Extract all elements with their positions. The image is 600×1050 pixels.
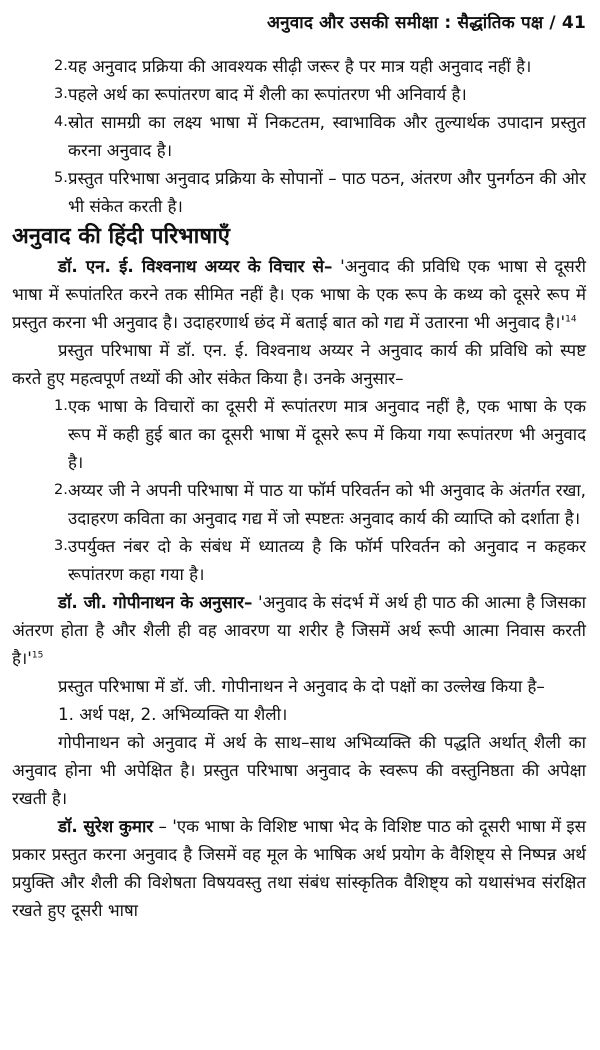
footnote-ref: 15	[31, 650, 44, 661]
enumeration-line: 1. अर्थ पक्ष, 2. अभिव्यक्ति या शैली।	[58, 704, 288, 724]
definition-quote: – 'एक भाषा के विशिष्ट भाषा भेद के विशिष्ट पाठ को दूसरी भाषा में इस प्रकार प्रस्तुत करना अनुवाद है जिसमें वह मूल के भाषिक अर्थ प्रयोग के वैशिष्ट्य से निष्पन्न अर्थ प्रयुक्ति और शैली की विशेषता विषयवस्तु तथा संबंध सांस्कृतिक वैशिष्ट्य को यथासंभव संरक्षित रखते हुए दूसरी भाषा	[12, 816, 587, 920]
list-number: 5.	[54, 170, 68, 186]
list-text: अय्यर जी ने अपनी परिभाषा में पाठ या फॉर्म परिवर्तन को भी अनुवाद के अंतर्गत रखा, उदाहरण कविता का अनुवाद गद्य में जो स्पष्टतः अनुवाद कार्य की व्याप्ति को दर्शाता है।	[68, 480, 586, 528]
list-item	[12, 392, 586, 476]
definition-quote: 'अनुवाद के संदर्भ में अर्थ ही पाठ की आत्मा है जिसका अंतरण होता है और शैली ही वह आवरण या शरीर है जिसमें अर्थ रूपी आत्मा निवास करती है।'	[12, 592, 586, 668]
list-number: 4.	[54, 114, 68, 130]
list-number: 1.	[54, 398, 68, 414]
definition-paragraph	[12, 812, 586, 924]
body-paragraph: गोपीनाथन को अनुवाद में अर्थ के साथ–साथ अभिव्यक्ति की पद्धति अर्थात् शैली का अनुवाद होना भी अपेक्षित है। प्रस्तुत परिभाषा अनुवाद के स्वरूप की वस्तुनिष्ठता की अपेक्षा रखती है।	[12, 732, 586, 808]
list-text: उपर्युक्त नंबर दो के संबंध में ध्यातव्य है कि फॉर्म परिवर्तन को अनुवाद न कहकर रूपांतरण कहा गया है।	[68, 536, 586, 584]
list-number: 3.	[54, 86, 68, 102]
list-item	[12, 532, 586, 588]
list-item	[12, 164, 586, 220]
definition-paragraph	[12, 588, 586, 672]
list-number: 3.	[54, 538, 68, 554]
footnote-ref: 14	[565, 314, 577, 325]
definition-quote: 'अनुवाद की प्रविधि एक भाषा से दूसरी भाषा में रूपांतरित करने तक सीमित नहीं है। एक भाषा के एक रूप के कथ्य को दूसरे रूप में प्रस्तुत करना भी अनुवाद है। उदाहरणार्थ छंद में बताई बात को गद्य में उतारना भी अनुवाद है।'	[12, 256, 586, 332]
section-heading: अनुवाद की हिंदी परिभाषाएँ	[12, 224, 230, 249]
list-item	[12, 52, 586, 80]
definition-author: डॉ. एन. ई. विश्वनाथ अय्यर के विचार से–	[58, 256, 333, 276]
definition-author: डॉ. जी. गोपीनाथन के अनुसार–	[58, 592, 253, 612]
list-text: एक भाषा के विचारों का दूसरी में रूपांतरण मात्र अनुवाद नहीं है, एक भाषा के एक रूप में कही हुई बात का दूसरी भाषा में दूसरे रूप में किया गया रूपांतरण भी अनुवाद है।	[68, 396, 586, 472]
list-item	[12, 108, 586, 164]
definition-author: डॉ. सुरेश कुमार	[58, 816, 154, 836]
list-item	[12, 476, 586, 532]
list-item	[12, 80, 586, 108]
list-number: 2.	[54, 58, 68, 74]
list-text: स्रोत सामग्री का लक्ष्य भाषा में निकटतम, स्वाभाविक और तुल्यार्थक उपादान प्रस्तुत करना अनुवाद है।	[68, 112, 586, 160]
list-text: पहले अर्थ का रूपांतरण बाद में शैली का रूपांतरण भी अनिवार्य है।	[68, 84, 467, 104]
list-number: 2.	[54, 482, 68, 498]
body-paragraph: प्रस्तुत परिभाषा में डॉ. जी. गोपीनाथन ने अनुवाद के दो पक्षों का उल्लेख किया है–	[58, 676, 545, 696]
body-paragraph: प्रस्तुत परिभाषा में डॉ. एन. ई. विश्वनाथ अय्यर ने अनुवाद कार्य की प्रविधि को स्पष्ट करते हुए महत्वपूर्ण तथ्यों की ओर संकेत किया है। उनके अनुसार–	[12, 340, 586, 388]
page-body	[12, 52, 586, 924]
list-text: यह अनुवाद प्रक्रिया की आवश्यक सीढ़ी जरूर है पर मात्र यही अनुवाद नहीं है।	[68, 56, 532, 76]
list-text: प्रस्तुत परिभाषा अनुवाद प्रक्रिया के सोपानों – पाठ पठन, अंतरण और पुनर्गठन की ओर भी संकेत करती है।	[68, 168, 586, 216]
running-header: अनुवाद और उसकी समीक्षा : सैद्धांतिक पक्ष / 41	[266, 13, 586, 33]
definition-paragraph	[12, 252, 586, 336]
